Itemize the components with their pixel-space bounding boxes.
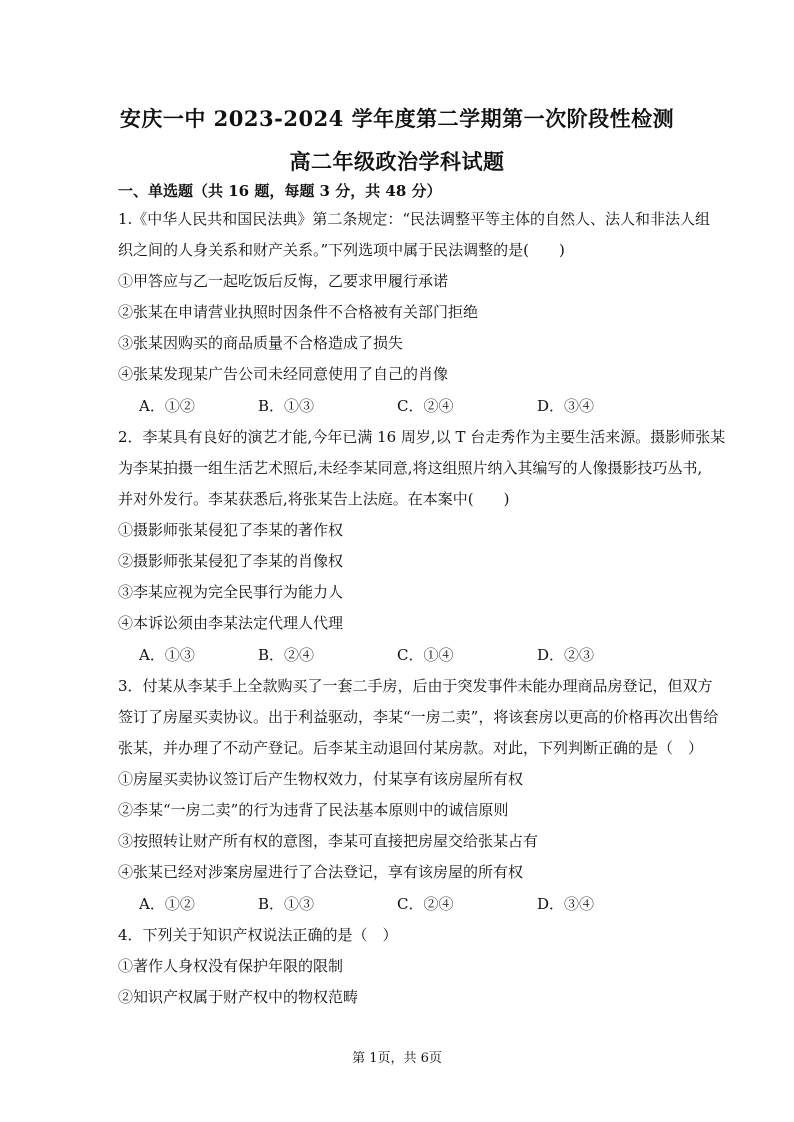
question-item: ②李某“一房二卖”的行为违背了民法基本原则中的诚信原则 [118, 801, 509, 819]
option-c: C．②④ [397, 397, 454, 415]
section-heading: 一、单选题（共 16 题，每题 3 分，共 48 分） [118, 182, 442, 200]
question-item: ④张某发现某广告公司未经同意使用了自己的肖像 [118, 365, 449, 383]
page-number: 第 1页，共 6页 [352, 1051, 442, 1066]
option-a: A．①③ [139, 646, 195, 664]
question-item: ②知识产权属于财产权中的物权范畴 [118, 988, 359, 1006]
question-stem-line: 为李某拍摄一组生活艺术照后,未经李某同意,将这组照片纳入其编写的人像摄影技巧丛书, [118, 459, 703, 477]
option-a: A．①② [139, 895, 195, 913]
question-stem-line: 张某，并办理了不动产登记。后李某主动退回付某房款。对此，下列判断正确的是（ ） [118, 739, 704, 757]
option-c: C．①④ [397, 646, 454, 664]
option-d: D．③④ [537, 397, 595, 415]
question-item: ④张某已经对涉案房屋进行了合法登记，享有该房屋的所有权 [118, 863, 524, 881]
question-item: ②张某在申请营业执照时因条件不合格被有关部门拒绝 [118, 303, 479, 321]
question-item: ③按照转让财产所有权的意图，李某可直接把房屋交给张某占有 [118, 832, 539, 850]
question-stem-line: 4．下列关于知识产权说法正确的是（ ） [118, 926, 398, 944]
option-c: C．②④ [397, 895, 454, 913]
question-item: ④本诉讼须由李某法定代理人代理 [118, 614, 344, 632]
option-d: D．③④ [537, 895, 595, 913]
question-item: ③李某应视为完全民事行为能力人 [118, 583, 344, 601]
question-stem-line: 织之间的人身关系和财产关系。”下列选项中属于民法调整的是( ) [118, 241, 565, 259]
exam-title: 安庆一中 2023-2024 学年度第二学期第一次阶段性检测 [119, 106, 675, 131]
option-b: B．①③ [258, 397, 315, 415]
option-a: A．①② [139, 397, 195, 415]
option-b: B．①③ [258, 895, 315, 913]
exam-subtitle: 高二年级政治学科试题 [289, 149, 505, 174]
option-d: D．②③ [537, 646, 595, 664]
question-stem-line: 2．李某具有良好的演艺才能,今年已满 16 周岁,以 T 台走秀作为主要生活来源。摄影师张某 [118, 428, 726, 446]
question-stem-line: 3．付某从李某手上全款购买了一套二手房，后由于突发事件未能办理商品房登记，但双方 [118, 677, 713, 695]
question-stem-line: 签订了房屋买卖协议。出于利益驱动，李某“一房二卖”，将该套房以更高的价格再次出售给 [118, 708, 719, 726]
question-stem-line: 并对外发行。李某获悉后,将张某告上法庭。在本案中( ) [118, 490, 510, 508]
question-item: ①摄影师张某侵犯了李某的著作权 [118, 521, 344, 539]
question-stem-line: 1.《中华人民共和国民法典》第二条规定：“民法调整平等主体的自然人、法人和非法人组 [118, 210, 710, 228]
question-item: ②摄影师张某侵犯了李某的肖像权 [118, 552, 344, 570]
question-item: ①房屋买卖协议签订后产生物权效力，付某享有该房屋所有权 [118, 770, 524, 788]
question-item: ③张某因购买的商品质量不合格造成了损失 [118, 334, 404, 352]
question-item: ①甲答应与乙一起吃饭后反悔，乙要求甲履行承诺 [118, 272, 449, 290]
option-b: B．②④ [258, 646, 315, 664]
question-item: ①著作人身权没有保护年限的限制 [118, 957, 344, 975]
